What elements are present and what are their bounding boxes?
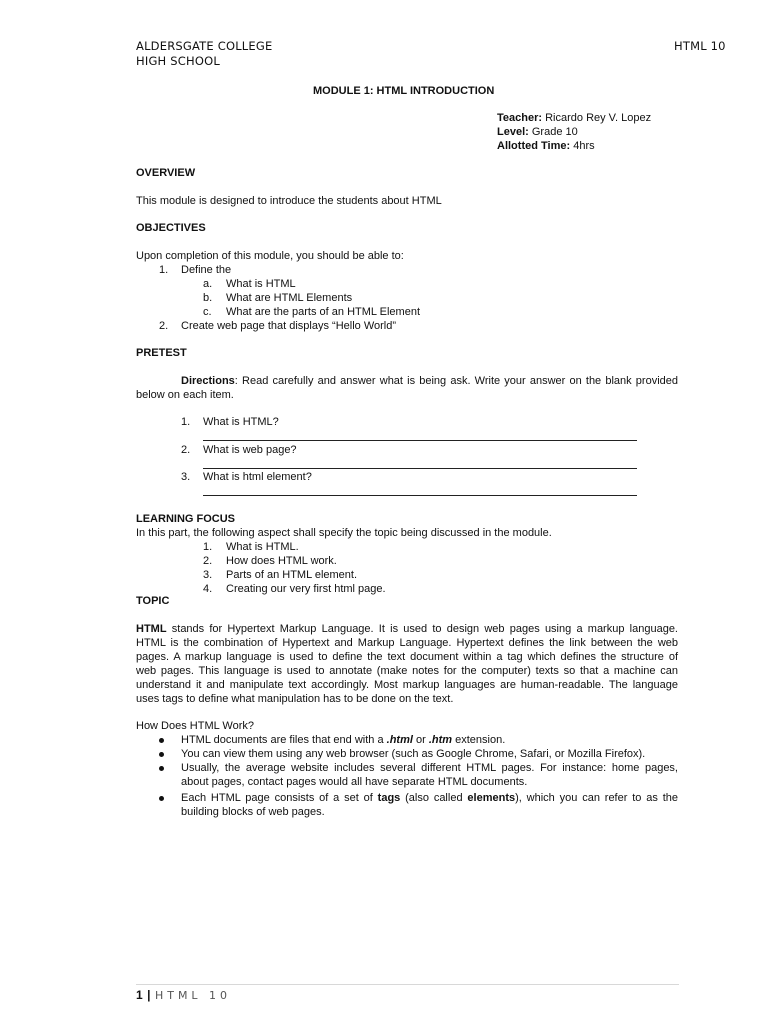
focus-item: What is HTML. [226,541,299,553]
teacher-value: Ricardo Rey V. Lopez [545,112,652,124]
objective-sub-item: What are HTML Elements [226,292,353,304]
learning-focus-heading: LEARNING FOCUS [136,513,235,525]
tags-term: tags [377,792,401,804]
page-footer [136,986,231,1004]
question-text: What is web page? [203,444,297,456]
focus-num: 3. [203,569,213,581]
pretest-heading: PRETEST [136,347,187,359]
footer-rule [136,984,679,985]
question-num: 2. [181,444,191,456]
topic-paragraph-line: HTML is the combination of Hypertext and Markup Language. Hypertext defines the link between the web [136,637,678,649]
objective-sub-letter: c. [203,306,212,318]
focus-num: 2. [203,555,213,567]
objective-sub-item: What is HTML [226,278,296,290]
page-number: 1 [136,988,143,1002]
learning-focus-intro: In this part, the following aspect shall specify the topic being discussed in the module. [136,527,552,539]
answer-blank[interactable] [203,440,637,441]
directions-label: Directions [181,375,235,387]
topic-heading: TOPIC [136,595,170,607]
bullet-text: or [412,734,429,746]
objective-item: Create web page that displays “Hello World” [181,320,397,332]
bullet-item-cont: building blocks of web pages. [181,806,325,818]
objectives-heading: OBJECTIVES [136,222,206,234]
topic-paragraph-line: understand it and manipulate text accordingly. Most markup languages are human-readable. The language [136,679,678,691]
teacher-label: Teacher: [497,112,543,124]
bullet-text: Each HTML page consists of a set of [181,792,378,804]
html-term: HTML [136,623,167,635]
focus-item: How does HTML work. [226,555,337,567]
topic-text: stands for Hypertext Markup Language. It is used to design web pages using a markup language. [166,623,678,635]
question-num: 1. [181,416,191,428]
bullet-text: extension. [452,734,506,746]
footer-separator: | [147,988,151,1002]
bullet-icon [159,766,164,771]
htm-extension: .htm [428,734,453,746]
bullet-icon [159,796,164,801]
bullet-icon [159,738,164,743]
bullet-icon [159,752,164,757]
objective-num: 1. [159,264,169,276]
topic-paragraph-line: uses tags to define what manipulation has to be done on the text. [136,693,454,705]
bullet-item: Usually, the average website includes several different HTML pages. For instance: home pages, [181,762,678,774]
focus-num: 4. [203,583,213,595]
objective-sub-letter: b. [203,292,213,304]
topic-paragraph-line [136,622,678,636]
course-code: HTML 10 [674,39,726,53]
focus-item: Parts of an HTML element. [226,569,358,581]
overview-heading: OVERVIEW [136,167,196,179]
question-num: 3. [181,471,191,483]
focus-num: 1. [203,541,213,553]
objective-item: Define the [181,264,232,276]
bullet-item [181,733,505,747]
objective-sub-item: What are the parts of an HTML Element [226,306,421,318]
page-title: MODULE 1: HTML INTRODUCTION [313,85,495,97]
pretest-directions-cont: below on each item. [136,389,234,401]
bullet-item: You can view them using any web browser (such as Google Chrome, Safari, or Mozilla Firefox). [181,748,646,760]
time-label: Allotted Time: [497,140,571,152]
level-value: Grade 10 [531,126,578,138]
question-text: What is html element? [203,471,312,483]
objective-sub-letter: a. [203,278,213,290]
pretest-directions [136,374,678,388]
objective-num: 2. [159,320,169,332]
level-info [497,125,578,139]
teacher-info [497,111,651,125]
bullet-text: HTML documents are files that end with a [181,734,387,746]
html-extension: .html [386,734,413,746]
how-html-works-heading: How Does HTML Work? [136,720,254,732]
topic-paragraph-line: web pages. This language is used to annotate (make notes for the computer) texts so that a machine can [136,665,678,677]
focus-item: Creating our very first html page. [226,583,386,595]
question-text: What is HTML? [203,416,279,428]
bullet-item [181,791,678,805]
bullet-item-cont: about pages, contact pages would all have separate HTML documents. [181,776,528,788]
elements-term: elements [467,792,516,804]
overview-text: This module is designed to introduce the students about HTML [136,195,442,207]
answer-blank[interactable] [203,495,637,496]
time-value: 4hrs [573,140,595,152]
directions-text: : Read carefully and answer what is being ask. Write your answer on the blank provided [234,375,678,387]
footer-label: HTML 10 [154,989,232,1002]
time-info [497,139,595,153]
bullet-text: (also called [400,792,468,804]
school-division: HIGH SCHOOL [136,54,220,68]
bullet-text: ), which you can refer to as the [515,792,678,804]
topic-paragraph-line: pages. A markup language is used to define the text document within a tag which defines the structure of [136,651,678,663]
answer-blank[interactable] [203,468,637,469]
school-name: ALDERSGATE COLLEGE [136,39,273,53]
level-label: Level: [497,126,529,138]
objectives-intro: Upon completion of this module, you should be able to: [136,250,404,262]
